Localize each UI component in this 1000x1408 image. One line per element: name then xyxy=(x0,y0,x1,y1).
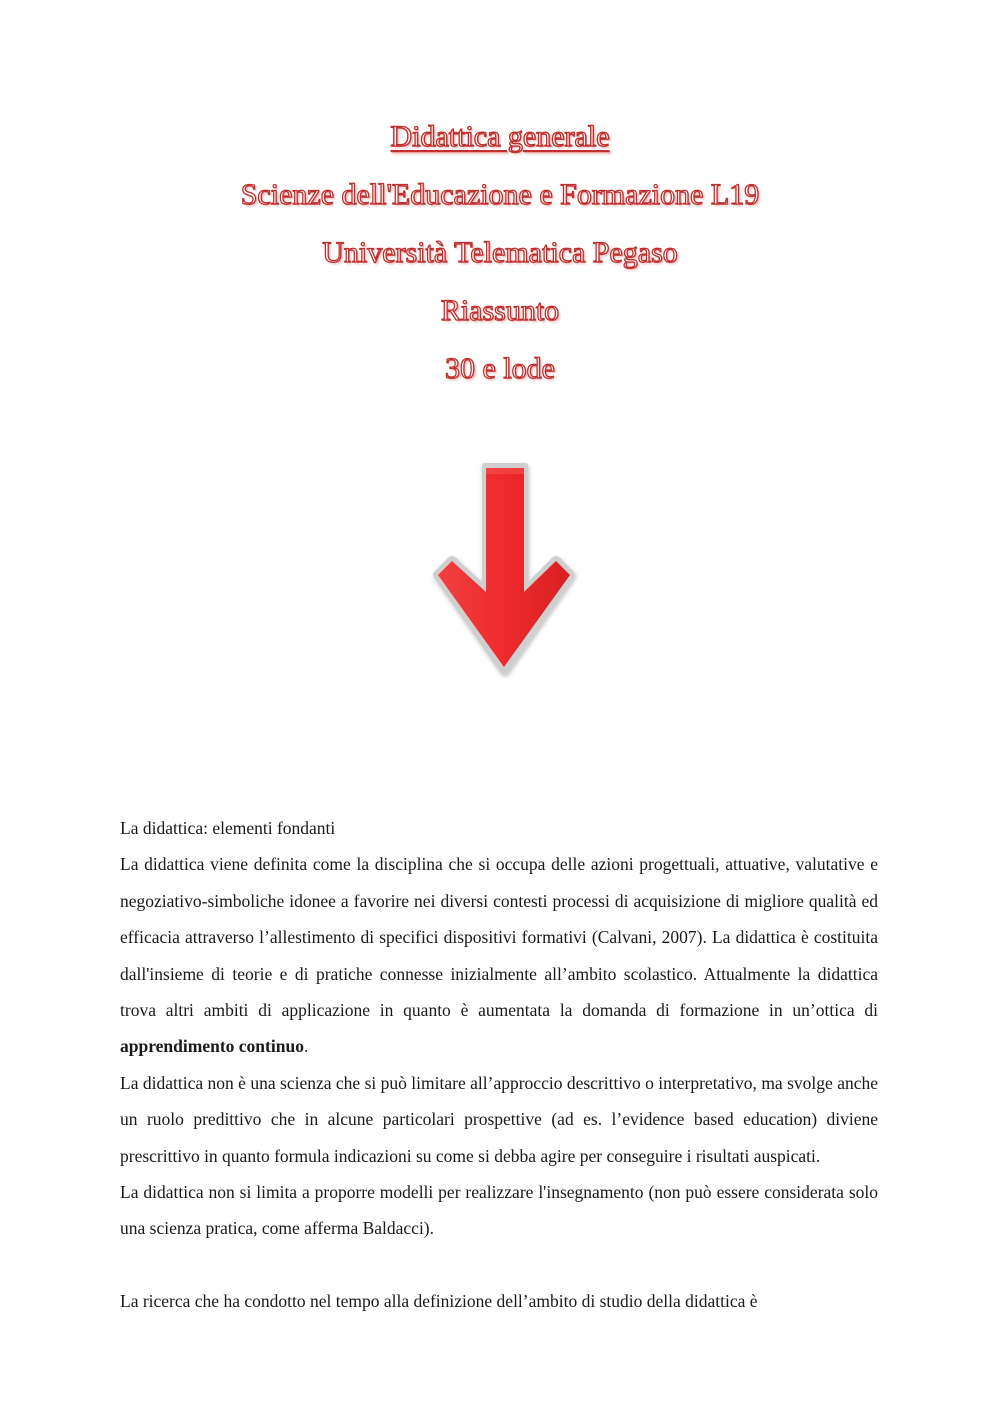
section-heading: La didattica: elementi fondanti xyxy=(120,818,336,838)
paragraph-definition-text: La didattica viene definita come la disciplina che si occupa delle azioni progettuali, attuative, valutative e negoziativo-simboliche idonee a favorire nei diversi contesti processi di acquisizione di migliore qualità ed efficacia attraverso l’allestimento di specifici dispositivi formativi (Calvani, 2007). La didattica è costituita dall'insieme di teorie e di pratiche connesse inizialmente all’ambito scolastico. Attualmente la didattica trova altri ambiti di applicazione in quanto è aumentata la domanda di formazione in un’ottica di xyxy=(120,854,878,1021)
document-type: Riassunto xyxy=(440,294,560,327)
course-name: Scienze dell'Educazione e Formazione L19 xyxy=(240,178,760,211)
paragraph-models: La didattica non si limita a proporre modelli per realizzare l'insegnamento (non può essere considerata solo una scienza pratica, come afferma Baldacci). xyxy=(120,1182,878,1239)
paragraph-definition xyxy=(120,846,878,1064)
paragraph-gap xyxy=(120,1247,878,1283)
university-name: Università Telematica Pegaso xyxy=(322,236,678,269)
arrow-down-icon xyxy=(428,460,580,678)
document-title: Didattica generale xyxy=(390,120,610,153)
paragraph-research: La ricerca che ha condotto nel tempo alla definizione dell’ambito di studio della didattica è xyxy=(120,1290,758,1311)
bold-term: apprendimento continuo xyxy=(120,1036,304,1057)
title-block xyxy=(0,108,1000,398)
paragraph-predictive-role: La didattica non è una scienza che si può limitare all’approccio descrittivo o interpretativo, ma svolge anche un ruolo predittivo che in alcune particolari prospettive (ad es. l’evidence based education) diviene prescrittivo in quanto formula indicazioni su come si debba agire per conseguire i risultati auspicati. xyxy=(120,1072,878,1166)
body-text xyxy=(120,810,878,1319)
paragraph-definition-end: . xyxy=(303,1036,309,1057)
grade-label: 30 e lode xyxy=(445,352,555,385)
